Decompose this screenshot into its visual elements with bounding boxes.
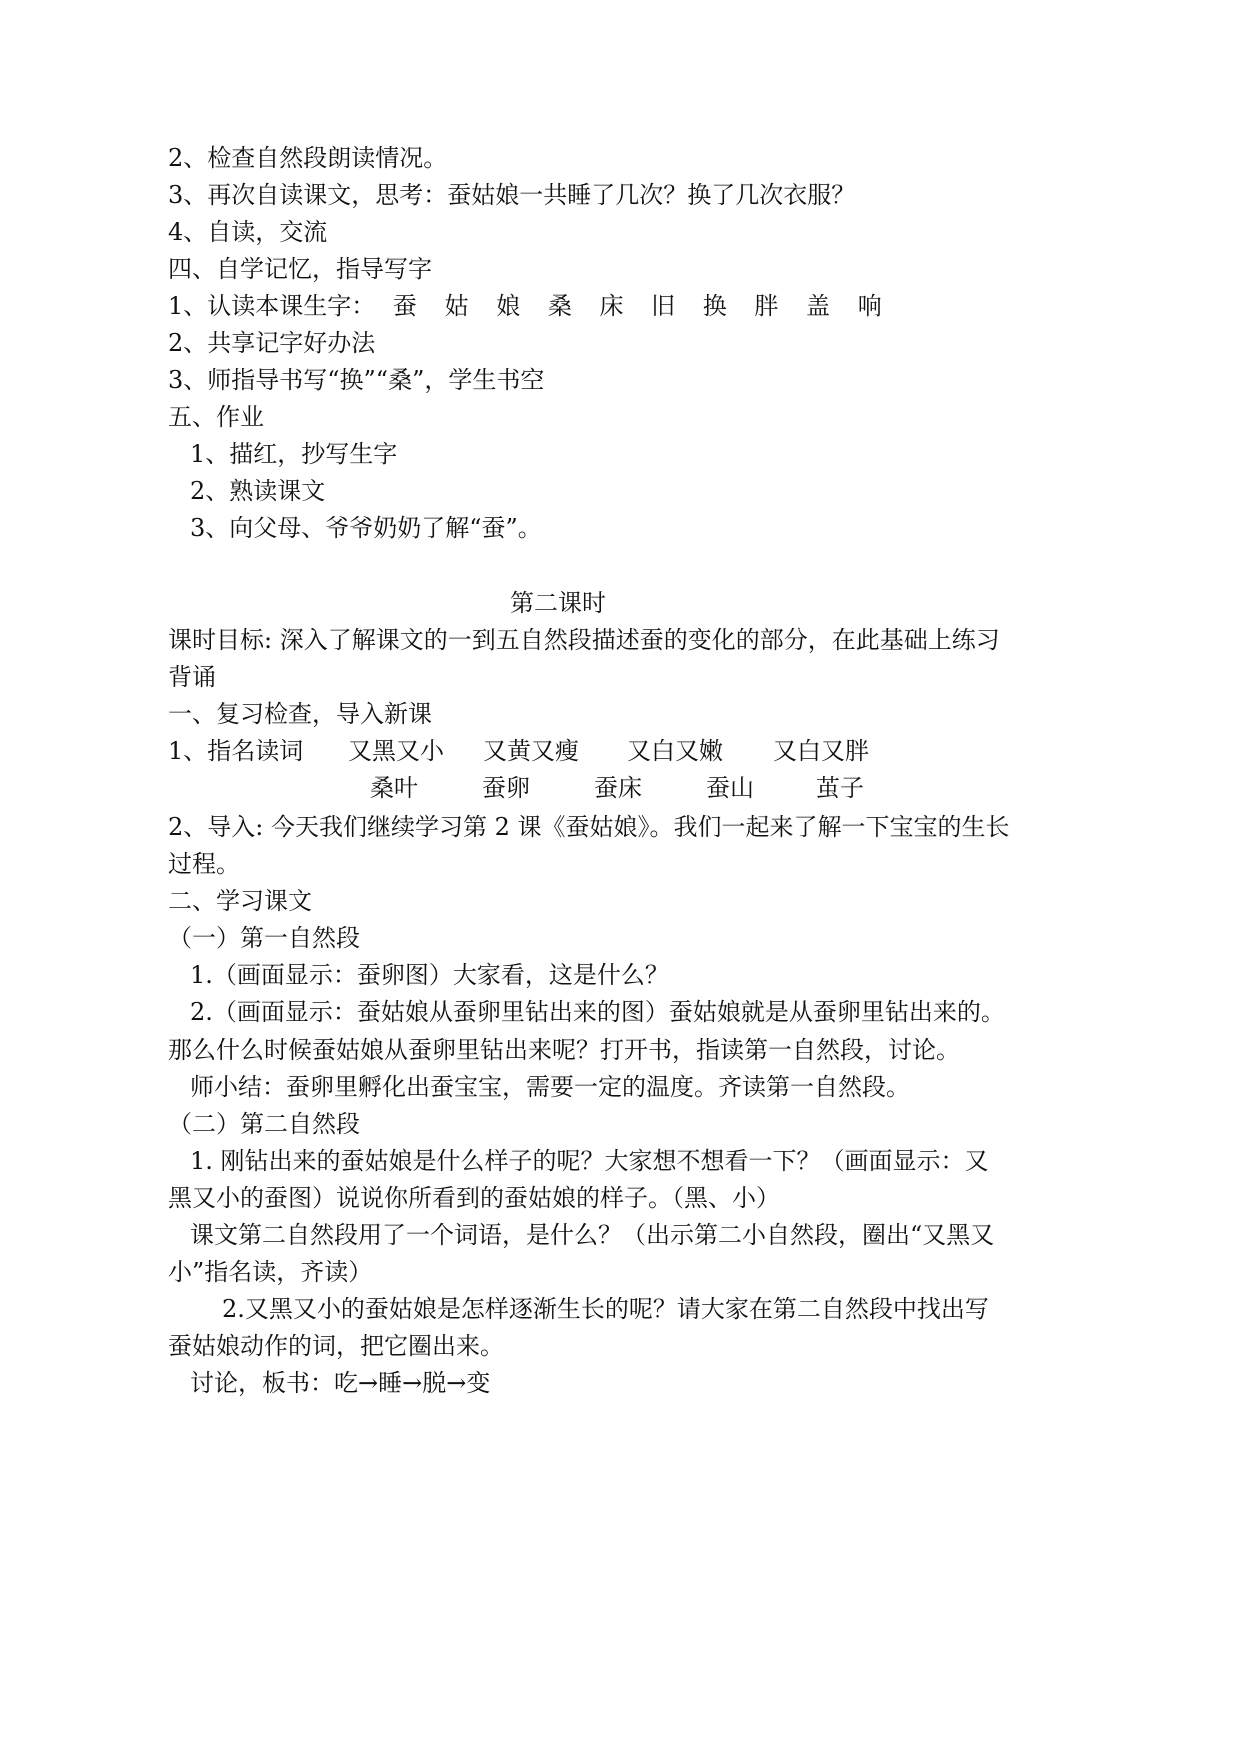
text-line: 黑又小的蚕图）说说你所看到的蚕姑娘的样子。（黑、小） xyxy=(168,1184,780,1212)
word: 又黄又瘦 xyxy=(483,737,579,765)
line-prefix: 1、认读本课生字： xyxy=(168,292,376,320)
word: 又白又胖 xyxy=(773,737,869,765)
text-line-words xyxy=(168,736,303,766)
text-line: 1. 刚钻出来的蚕姑娘是什么样子的呢？大家想不想看一下？（画面显示：又 xyxy=(190,1147,989,1175)
character: 响 xyxy=(857,292,882,320)
text-line: 4、自读，交流 xyxy=(168,218,328,246)
text-line: 2、检查自然段朗读情况。 xyxy=(168,144,448,172)
text-line: 2、导入: 今天我们继续学习第 2 课《蚕姑娘》。我们一起来了解一下宝宝的生长 xyxy=(168,813,1010,841)
text-line: 3、师指导书写“换”“桑”，学生书空 xyxy=(168,366,545,394)
line-prefix: 1、指名读词 xyxy=(168,737,304,765)
character: 蚕 xyxy=(392,292,417,320)
character: 旧 xyxy=(651,292,676,320)
section-heading: 二、学习课文 xyxy=(168,887,312,915)
text-line: 那么什么时候蚕姑娘从蚕卵里钻出来呢？打开书，指读第一自然段，讨论。 xyxy=(168,1036,960,1064)
text-line: 小”指名读，齐读） xyxy=(168,1258,373,1286)
subsection-heading: （一）第一自然段 xyxy=(168,924,360,952)
word: 蚕卵 xyxy=(482,774,530,802)
subsection-heading: （二）第二自然段 xyxy=(168,1110,360,1138)
lesson-heading: 第二课时 xyxy=(510,589,606,617)
text-line: 1.（画面显示：蚕卵图）大家看，这是什么？ xyxy=(190,961,669,989)
word: 又白又嫩 xyxy=(627,737,723,765)
character: 换 xyxy=(702,292,727,320)
text-line: 2.又黑又小的蚕姑娘是怎样逐渐生长的呢？请大家在第二自然段中找出写 xyxy=(222,1295,989,1323)
text-line: 背诵 xyxy=(168,663,216,691)
character: 桑 xyxy=(547,292,572,320)
word: 又黑又小 xyxy=(348,737,444,765)
text-line: 课文第二自然段用了一个词语，是什么？（出示第二小自然段，圈出“又黑又 xyxy=(190,1221,995,1249)
text-line: 3、再次自读课文，思考：蚕姑娘一共睡了几次？换了几次衣服？ xyxy=(168,181,856,209)
text-line: 课时目标: 深入了解课文的一到五自然段描述蚕的变化的部分，在此基础上练习 xyxy=(168,626,1000,654)
word: 桑叶 xyxy=(370,774,418,802)
character: 娘 xyxy=(496,292,521,320)
text-line: 2、共享记字好办法 xyxy=(168,329,376,357)
text-line: 过程。 xyxy=(168,850,240,878)
text-line: 3、向父母、爷爷奶奶了解“蚕”。 xyxy=(190,514,542,542)
section-heading: 四、自学记忆，指导写字 xyxy=(168,255,432,283)
text-line: 1、描红，抄写生字 xyxy=(190,440,398,468)
section-heading: 五、作业 xyxy=(168,403,264,431)
text-line-characters xyxy=(168,291,882,321)
text-line: 2、熟读课文 xyxy=(190,477,326,505)
character: 床 xyxy=(599,292,624,320)
section-heading: 一、复习检查，导入新课 xyxy=(168,700,432,728)
text-line: 讨论，板书：吃→睡→脱→变 xyxy=(190,1369,491,1397)
text-line: 蚕姑娘动作的词，把它圈出来。 xyxy=(168,1332,504,1360)
character: 胖 xyxy=(754,292,779,320)
text-line: 2.（画面显示：蚕姑娘从蚕卵里钻出来的图）蚕姑娘就是从蚕卵里钻出来的。 xyxy=(190,998,1005,1026)
word: 蚕床 xyxy=(594,774,642,802)
word: 茧子 xyxy=(816,774,864,802)
text-line: 师小结：蚕卵里孵化出蚕宝宝，需要一定的温度。齐读第一自然段。 xyxy=(190,1073,910,1101)
character: 姑 xyxy=(444,292,469,320)
word: 蚕山 xyxy=(706,774,754,802)
character: 盖 xyxy=(806,292,831,320)
